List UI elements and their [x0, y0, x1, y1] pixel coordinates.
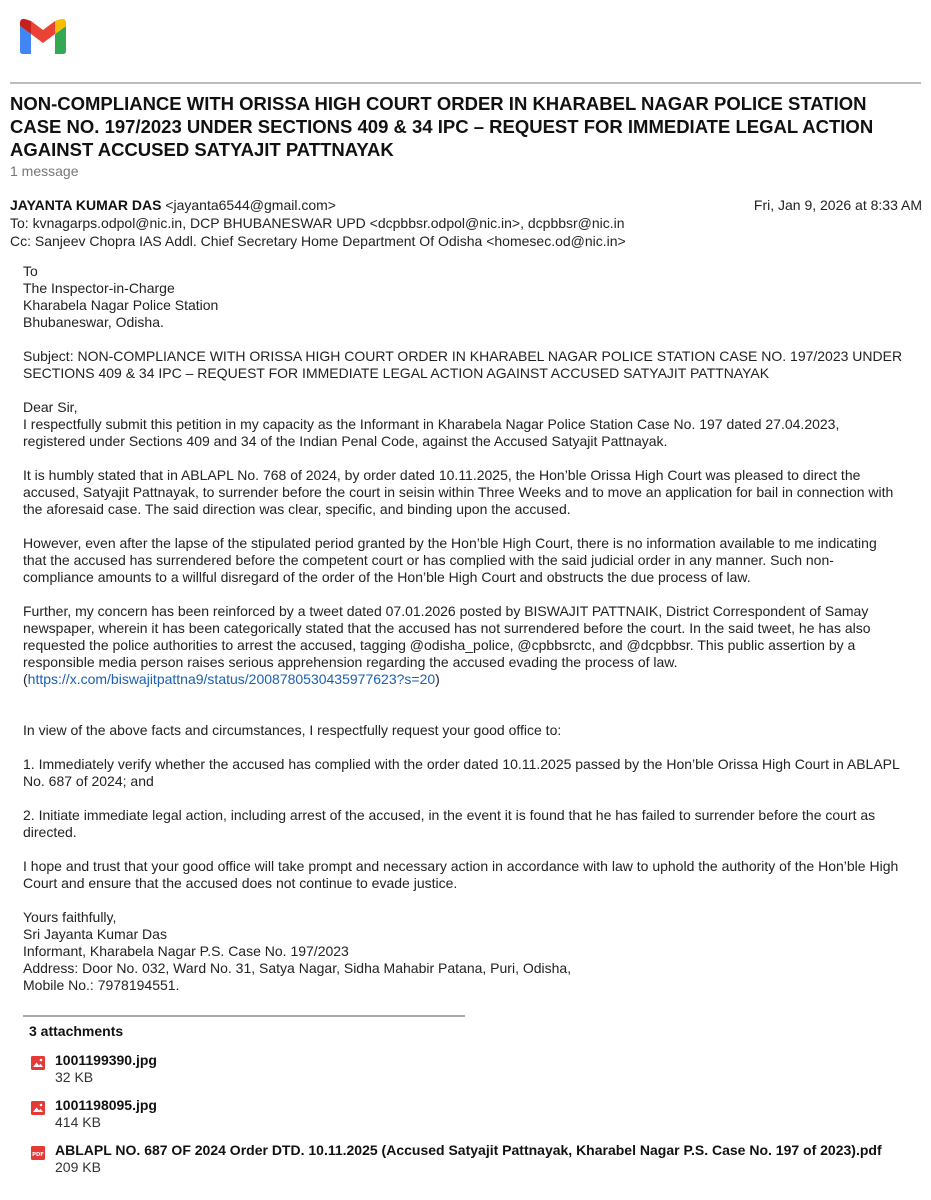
attachments-header: 3 attachments — [29, 1023, 124, 1039]
to-recipients: To: kvnagarps.odpol@nic.in, DCP BHUBANESWAR UPD <dcpbbsr.odpol@nic.in>, dcpbbsr@nic.in — [10, 215, 625, 231]
svg-text:PDF: PDF — [32, 1151, 44, 1158]
message-count: 1 message — [10, 163, 79, 179]
tweet-link[interactable]: https://x.com/biswajitpattna9/status/2008780530435977623?s=20 — [27, 671, 436, 687]
attachment-size: 32 KB — [55, 1069, 94, 1085]
paragraph-5: In view of the above facts and circumstances, I respectfully request your good office to: — [23, 722, 562, 738]
attachment-size: 414 KB — [55, 1114, 101, 1130]
attachment-name[interactable]: 1001199390.jpg — [55, 1052, 157, 1068]
paragraph-6: I hope and trust that your good office will take prompt and necessary action in accordance with law to uphold the authority of the Hon’ble High Court and ensure that the accused does not continue to evade justice. — [23, 858, 899, 891]
gmail-logo-icon[interactable] — [20, 18, 66, 54]
message-body — [23, 263, 903, 1011]
signature-block: Yours faithfully, Sri Jayanta Kumar Das Informant, Kharabela Nagar P.S. Case No. 197/2023 Address: Door No. 032, Ward No. 31, Satya Nagar, Sidha Mahabir Patana, Puri, Odisha, Mobile No.: 7978194551. — [23, 909, 572, 993]
attachments-divider — [23, 1015, 465, 1017]
sender-name[interactable]: JAYANTA KUMAR DAS — [10, 197, 162, 213]
attachment-name[interactable]: 1001198095.jpg — [55, 1097, 157, 1113]
sender-email[interactable]: <jayanta6544@gmail.com> — [165, 197, 336, 213]
attachment-size: 209 KB — [55, 1159, 101, 1175]
image-file-icon — [30, 1055, 46, 1071]
thread-subject: NON-COMPLIANCE WITH ORISSA HIGH COURT ORDER IN KHARABEL NAGAR POLICE STATION CASE NO. 197/2023 UNDER SECTIONS 409 & 34 IPC – REQUEST FOR IMMEDIATE LEGAL ACTION AGAINST ACCUSED SATYAJIT PATTNAYAK — [10, 93, 874, 160]
salutation-and-intro: Dear Sir, I respectfully submit this petition in my capacity as the Informant in Kharabela Nagar Police Station Case No. 197 dated 27.04.2023, registered under Sections 409 and 34 of the Indian Penal Code, against the Accused Satyajit Pattnayak. — [23, 399, 840, 449]
body-subject: Subject: NON-COMPLIANCE WITH ORISSA HIGH COURT ORDER IN KHARABEL NAGAR POLICE STATION CASE NO. 197/2023 UNDER SECTIONS 409 & 34 IPC – REQUEST FOR IMMEDIATE LEGAL ACTION AGAINST ACCUSED SATYAJIT PATTNAYAK — [23, 348, 903, 381]
address-block: To The Inspector-in-Charge Kharabela Nagar Police Station Bhubaneswar, Odisha. — [23, 263, 219, 330]
image-file-icon — [30, 1100, 46, 1116]
message-date: Fri, Jan 9, 2026 at 8:33 AM — [753, 197, 922, 213]
paragraph-2: It is humbly stated that in ABLAPL No. 768 of 2024, by order dated 10.11.2025, the Hon’ble Orissa High Court was pleased to direct the accused, Satyajit Pattnayak, to surrender before the court in seisin within Three Weeks and to move an application for bail in connection with the aforesaid case. The said direction was clear, specific, and binding upon the accused. — [23, 467, 894, 517]
top-divider — [10, 82, 921, 84]
attachment-name[interactable]: ABLAPL NO. 687 OF 2024 Order DTD. 10.11.2025 (Accused Satyajit Pattnayak, Kharabel Nagar P.S. Case No. 197 of 2023).pdf — [55, 1142, 882, 1158]
sender-line — [10, 197, 336, 214]
paragraph-3: However, even after the lapse of the stipulated period granted by the Hon’ble High Court, there is no information available to me indicating that the accused has surrendered before the competent court or has complied with the said judicial order in any manner. Such non-compliance amounts to a willful disregard of the order of the Hon’ble High Court and obstructs the due process of law. — [23, 535, 877, 585]
paragraph-4: Further, my concern has been reinforced by a tweet dated 07.01.2026 posted by BISWAJIT PATTNAIK, District Correspondent of Samay newspaper, wherein it has been categorically stated that the accused has not surrendered before the court. In the said tweet, he has also requested the police authorities to arrest the accused, tagging @odisha_police, @cpbbsrctc, and @dcpbbsr. This public assertion by a responsible media person raises serious apprehension regarding the accused evading the process of law. (https://x.com/biswajitpattna9/status/2008780530435977623?s=20) — [23, 603, 871, 687]
cc-recipients: Cc: Sanjeev Chopra IAS Addl. Chief Secretary Home Department Of Odisha <homesec.od@nic.in> — [10, 233, 626, 249]
request-item-1: 1. Immediately verify whether the accused has complied with the order dated 10.11.2025 passed by the Hon’ble Orissa High Court in ABLAPL No. 687 of 2024; and — [23, 756, 900, 789]
request-item-2: 2. Initiate immediate legal action, including arrest of the accused, in the event it is found that he has failed to surrender before the court as directed. — [23, 807, 876, 840]
pdf-file-icon — [30, 1145, 46, 1161]
